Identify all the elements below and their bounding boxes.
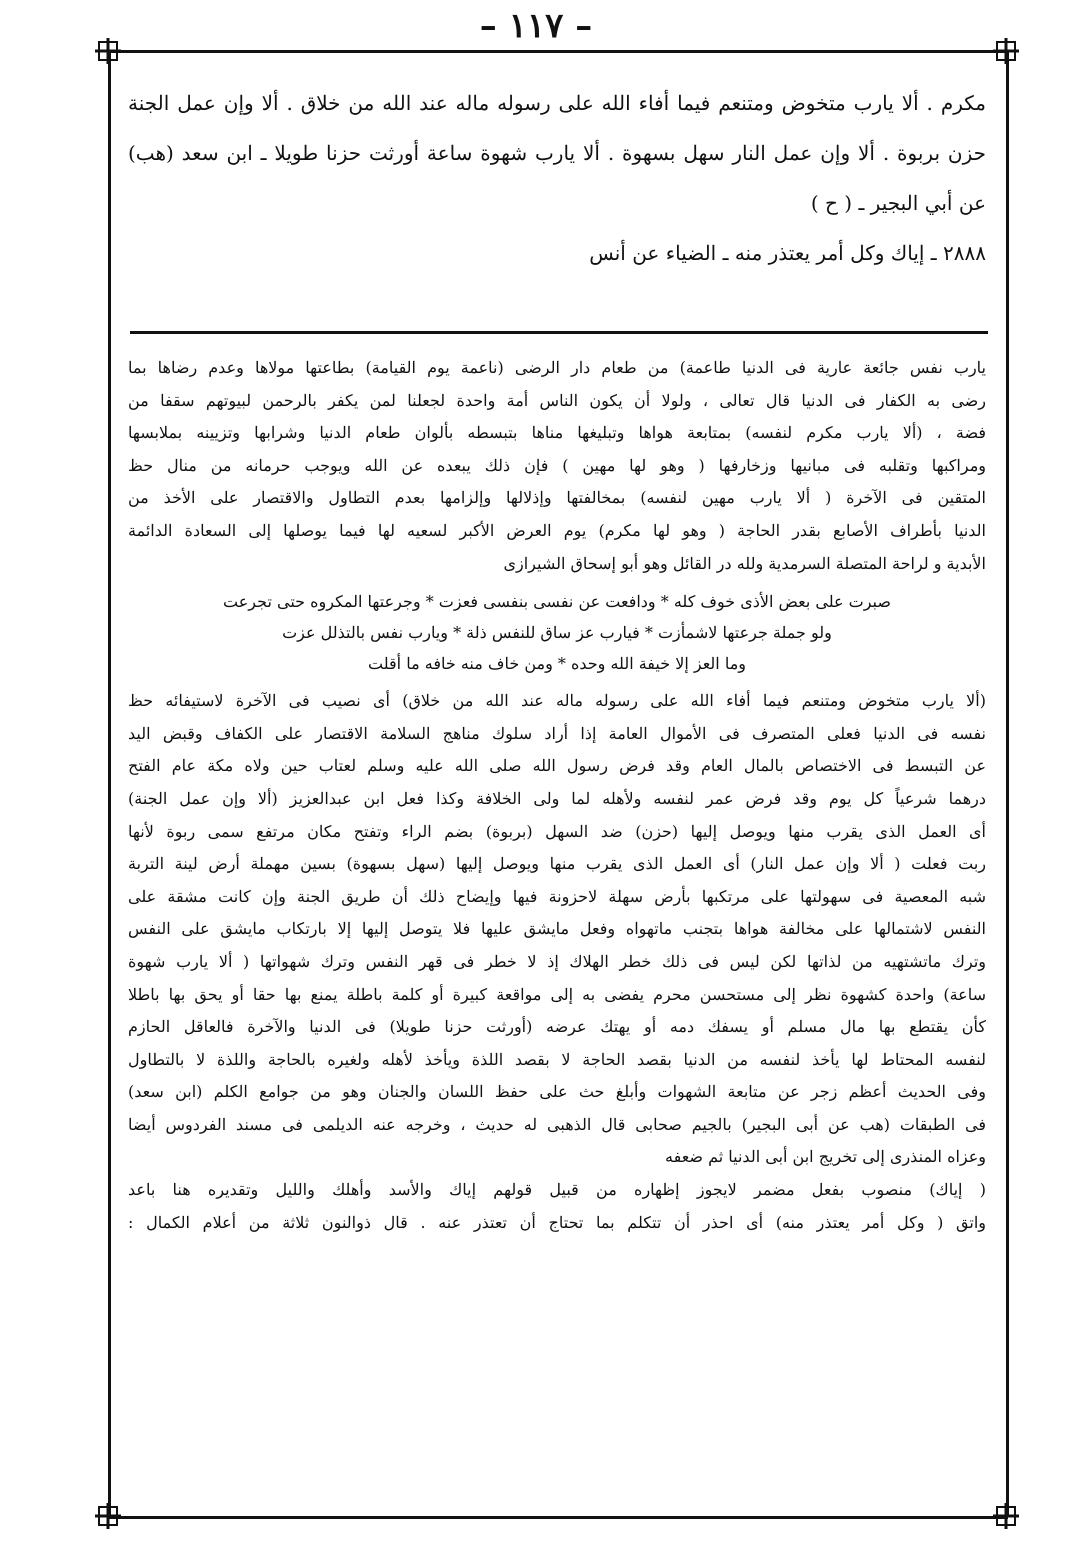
commentary-paragraph bbox=[128, 1174, 986, 1239]
main-text-line: عن أبي البجير ـ ( ح ) bbox=[810, 191, 986, 215]
commentary-text bbox=[128, 352, 986, 1239]
verse-line: ولو جملة جرعتها لاشمأزت * فيارب عز ساق للنفس ذلة * ويارب نفس بالتذلل عزت bbox=[282, 623, 832, 643]
commentary-line: النفس لاشتمالها على مخالفة هواها بتجنب ماتهواه وفعل مايشق عليها فلا يتوصل إليها إلا بارتكاب مايشق على النفس bbox=[128, 919, 986, 939]
verse-line: صبرت على بعض الأذى خوف كله * ودافعت عن نفسى بنفسى فعزت * وجرعتها المكروه حتى تجرعت bbox=[223, 592, 891, 612]
commentary-line: ( إياك) منصوب بفعل مضمر لايجوز إظهاره من قبيل قولهم إياك والأسد وأهلك والليل وتقديره هنا باعد bbox=[128, 1180, 986, 1200]
commentary-line: ساعة) واحدة كشهوة نظر إلى مستحسن محرم يفضى به إلى مواقعة كبيرة أو كلمة باطلة يمنع بها حقا أو يحق بها باطلا bbox=[128, 984, 986, 1004]
commentary-line: ربت فعلت ( ألا وإن عمل النار) أى العمل الذى يقرب منها ويوصل إليها (سهل بسهوة) بسين مهملة أرض لينة التربة bbox=[128, 854, 986, 874]
commentary-line: الأبدية و لراحة المتصلة السرمدية ولله در القائل وهو أبو إسحاق الشيرازى bbox=[503, 553, 986, 573]
section-divider bbox=[130, 331, 988, 334]
verse-line: وما العز إلا خيفة الله وحده * ومن خاف منه خافه ما أقلت bbox=[368, 654, 746, 674]
commentary-line: ومراكبها وتقلبه فى مبانيها وزخارفها ( وهو لها مهين ) فإن ذلك يبعده عن الله ويوجب حرمانه من منال حظ bbox=[128, 455, 986, 475]
commentary-line: شبه المعصية فى سهولتها على مرتكبها بأرض سهلة لاحزونة فيها وإيضاح ذلك أن طريق الجنة وإن كانت مشقة على bbox=[128, 886, 986, 906]
commentary-line: أى العمل الذى يقرب منها ويوصل إليها (حزن) ضد السهل (بربوة) بضم الراء وتفتح مكان مرتفع سمى ربوة لأنها bbox=[128, 821, 986, 841]
main-text-line: ٢٨٨٨ ـ إياك وكل أمر يعتذر منه ـ الضياء عن أنس bbox=[589, 241, 986, 265]
commentary-line: رضى به الكفار فى الدنيا قال تعالى ، ولولا أن يكون الناس أمة واحدة لجعلنا لمن يكفر بالرحمن لبيوتهم سقفا من bbox=[128, 390, 986, 410]
commentary-line: فى الطبقات (هب عن أبى البجير) بالجيم صحابى قال الذهبى له حديث ، وخرجه عنه الديلمى فى مسند الفردوس أيضا bbox=[128, 1114, 986, 1134]
corner-ornament-icon bbox=[95, 38, 121, 64]
commentary-line: يارب نفس جائعة عارية فى الدنيا طاعمة) من طعام دار الرضى (ناعمة يوم القيامة) بطاعتها مولاها وعدم رضاها بما bbox=[128, 358, 986, 377]
commentary-line: عن التبسط فى الاختصاص بالمال العام وقد فرض رسول الله صلى الله عليه وسلم لعتاب حين ولاه مكة عام الفتح bbox=[128, 756, 986, 776]
commentary-line: واتق ( وكل أمر يعتذر منه) أى احذر أن تتكلم بما تحتاج أن تعتذر عنه . قال ذوالنون ثلاثة من أعلام الكمال : bbox=[128, 1212, 986, 1232]
commentary-line: (ألا يارب متخوض ومتنعم فيما أفاء الله على رسوله ماله عند الله من خلاق) أى نصيب فى الآخرة لاستيفائه حظ bbox=[128, 691, 986, 711]
corner-ornament-icon bbox=[993, 1503, 1019, 1529]
commentary-line: المتقين فى الآخرة ( ألا يارب مهين لنفسه) بمخالفتها وإذلالها وإلزامها بعدم التطاول والاقتصار على الأخذ من bbox=[128, 488, 986, 508]
commentary-line: وفى الحديث أعظم زجر عن متابعة الشهوات وأبلغ حث على حفظ اللسان والجنان وهو من جوامع الكلم (ابن سعد) bbox=[128, 1082, 986, 1102]
frame-bottom-rule bbox=[108, 1516, 1008, 1519]
page-number: – ١١٧ – bbox=[479, 6, 593, 46]
commentary-line: الدنيا بأطراف الأصابع بقدر الحاجة ( وهو لها مكرم) يوم العرض الأكبر لسعيه لها فيما يوصلها إلى السعادة الدائمة bbox=[128, 520, 986, 540]
corner-ornament-icon bbox=[95, 1503, 121, 1529]
main-hadith-text bbox=[128, 78, 986, 278]
commentary-line: لنفسه المحتاط لها يأخذ لنفسه من الدنيا بقصد الحاجة لا بقصد اللذة ويأخذ لأهله ولغيره بالحاجة واللذة لا بالتطاول bbox=[128, 1049, 986, 1069]
commentary-paragraph bbox=[128, 685, 986, 1174]
frame-left-rule bbox=[108, 50, 111, 1516]
frame-top-rule bbox=[108, 50, 1008, 53]
commentary-line: درهما شرعياً كل يوم وقد فرض عمر لنفسه ولأهله لما ولى الخلافة وكذا فعل ابن عبدالعزيز (ألا وإن عمل الجنة) bbox=[128, 788, 986, 808]
corner-ornament-icon bbox=[993, 38, 1019, 64]
frame-right-rule bbox=[1006, 50, 1009, 1516]
main-text-line: حزن بربوة . ألا وإن عمل النار سهل بسهوة . ألا يارب شهوة ساعة أورثت حزنا طويلا ـ ابن سعد (هب) bbox=[128, 141, 986, 165]
commentary-line: فضة ، (ألا يارب مكرم لنفسه) بمتابعة هواها وتبليغها مناها بتبسطه بألوان طعام الدنيا وشرابها وتزيينه بملابسها bbox=[128, 423, 986, 443]
commentary-line: كأن يقتطع بها مال مسلم أو يسفك دمه أو يهتك عرضه (أورثت حزنا طويلا) فى الدنيا والآخرة فالعاقل الحازم bbox=[128, 1017, 986, 1037]
commentary-line: وعزاه المنذرى إلى تخريج ابن أبى الدنيا ثم ضعفه bbox=[665, 1147, 986, 1167]
commentary-line: نفسه فى الدنيا فعلى المتصرف فى الأموال العامة إذا أراد سلوك مناهج السلامة الاقتصار على الكفاف وقبض اليد bbox=[128, 723, 986, 743]
commentary-paragraph bbox=[128, 352, 986, 580]
poetry-verses bbox=[128, 586, 986, 679]
commentary-line: وترك ماتشتهيه من لذاتها لكن ليس فى ذلك خطر الهلاك إذ لا خطر فى قهر النفس وترك شهواتها ( ألا يارب شهوة bbox=[128, 951, 986, 971]
main-text-line: مكرم . ألا يارب متخوض ومتنعم فيما أفاء الله على رسوله ماله عند الله من خلاق . ألا وإن عمل الجنة bbox=[128, 91, 986, 115]
